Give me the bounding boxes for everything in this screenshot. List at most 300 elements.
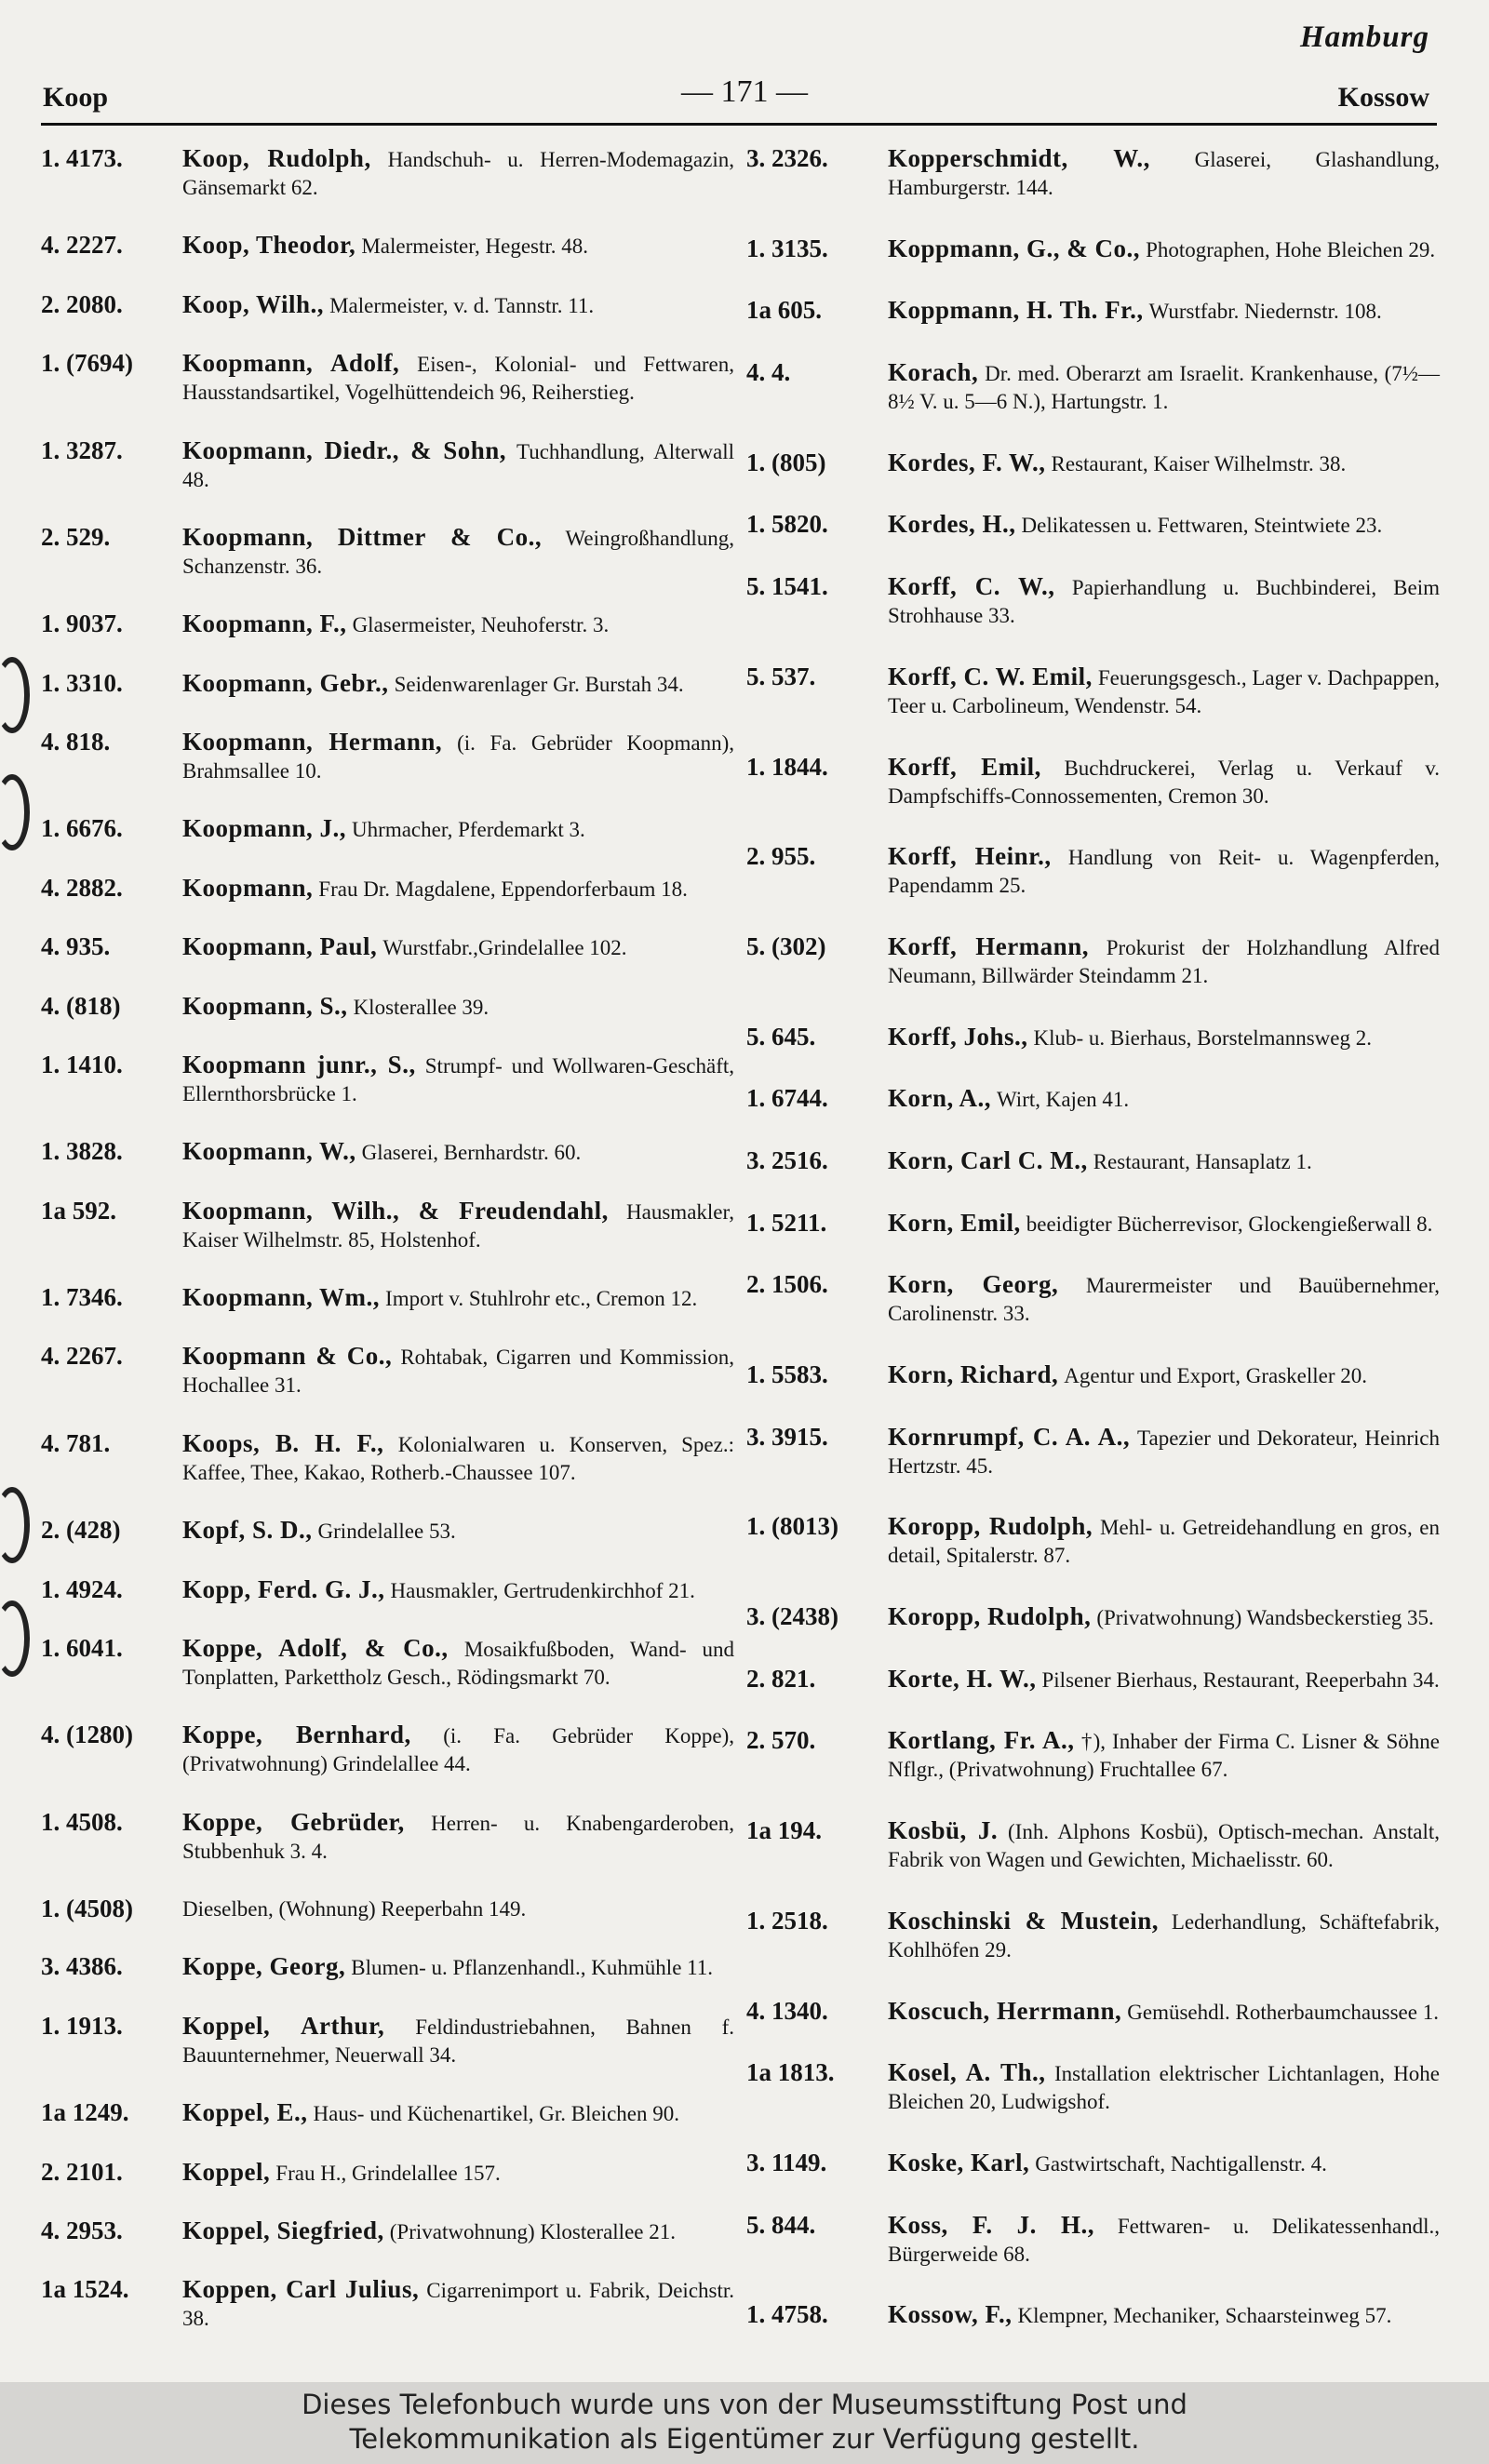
exchange-number: 1. 7346. [41, 1283, 123, 1311]
exchange-number: 1. 9037. [41, 609, 123, 638]
subscriber-name: Koschinski & Mustein, [888, 1906, 1159, 1935]
directory-entry [746, 1271, 1440, 1328]
subscriber-name: Koscuch, Herrmann, [888, 1996, 1122, 2025]
subscriber-details: Frau Dr. Magdalene, Eppendorferbaum 18. [318, 877, 688, 901]
subscriber-details: Hausmakler, Kaiser Wilhelmstr. 85, Holstenhof. [182, 1199, 734, 1252]
subscriber-name: Kornrumpf, C. A. A., [888, 1422, 1131, 1451]
directory-entry [41, 2276, 734, 2333]
exchange-number: 1. (7694) [41, 349, 133, 378]
entry-text [182, 1343, 734, 1399]
subscriber-name: Koopmann, Diedr., & Sohn, [182, 435, 507, 464]
exchange-number: 1. 4173. [41, 144, 123, 172]
entry-text [182, 670, 734, 699]
exchange-number: 3. 3915. [746, 1422, 828, 1451]
directory-entry [41, 1138, 734, 1167]
entry-text [182, 1051, 734, 1108]
subscriber-details: Gastwirtschaft, Nachtigallenstr. 4. [1035, 2151, 1327, 2176]
directory-entry [41, 1576, 734, 1605]
exchange-number: 2. 529. [41, 522, 111, 551]
exchange-number: 1. 6676. [41, 814, 123, 843]
subscriber-name: Koppe, Georg, [182, 1952, 346, 1981]
subscriber-details: Restaurant, Hansaplatz 1. [1093, 1149, 1312, 1173]
binding-ring-icon [0, 657, 30, 733]
exchange-number: 2. 955. [746, 842, 816, 871]
subscriber-details: Dr. med. Oberarzt am Israelit. Krankenhause, (7½—8½ V. u. 5—6 N.), Hartungstr. 1. [888, 362, 1441, 414]
entry-text [888, 297, 1440, 326]
exchange-number: 5. 844. [746, 2210, 816, 2239]
subscriber-details: Prokurist der Holzhandlung Alfred Neumann, Billwärder Steindamm 21. [888, 935, 1440, 987]
exchange-number: 1. 4924. [41, 1574, 123, 1603]
subscriber-details: Eisen-, Kolonial- und Fettwaren, Hausstandsartikel, Vogelhüttendeich 96, Reiherstieg. [182, 353, 735, 405]
subscriber-name: Koopmann, J., [182, 814, 347, 843]
directory-entry [41, 729, 734, 785]
exchange-number: 4. 2227. [41, 231, 123, 260]
subscriber-name: Kordes, H., [888, 510, 1016, 539]
directory-entry [746, 1603, 1440, 1632]
binding-ring-icon [0, 774, 30, 850]
entry-text [888, 511, 1440, 540]
directory-entry [746, 297, 1440, 326]
entry-text [182, 1953, 734, 1982]
exchange-number: 1. 1844. [746, 752, 828, 781]
entry-text [888, 1727, 1440, 1784]
directory-entry [41, 350, 734, 407]
directory-entry [746, 1210, 1440, 1239]
subscriber-name: Korach, [888, 358, 979, 387]
subscriber-name: Koopmann, Gebr., [182, 668, 389, 697]
subscriber-details: Gemüsehdl. Rotherbaumchaussee 1. [1127, 2000, 1439, 2024]
subscriber-name: Koopmann, S., [182, 991, 348, 1020]
subscriber-details: Feuerungsgesch., Lager v. Dachpappen, Teer u. Carbolineum, Wendenstr. 54. [888, 665, 1440, 717]
entry-text [182, 2013, 734, 2069]
subscriber-name: Kossow, F., [888, 2300, 1013, 2329]
header-left-word: Koop [43, 82, 109, 113]
subscriber-name: Koop, Wilh., [182, 289, 325, 318]
subscriber-name: Koops, B. H. F., [182, 1428, 384, 1457]
subscriber-details: Handlung von Reit- u. Wagenpferden, Papendamm 25. [888, 846, 1440, 898]
exchange-number: 4. 2953. [41, 2216, 123, 2244]
entry-text [888, 1666, 1440, 1694]
subscriber-name: Koopmann, Adolf, [182, 349, 400, 378]
subscriber-details: Hausmakler, Gertrudenkirchhof 21. [390, 1578, 695, 1602]
subscriber-details: Herren- u. Knabengarderoben, Stubbenhuk 3. 4. [182, 1811, 734, 1863]
entry-text [182, 350, 734, 407]
directory-entry [41, 1895, 734, 1923]
subscriber-details: Import v. Stuhlrohr etc., Cremon 12. [385, 1287, 698, 1310]
directory-entry [746, 1666, 1440, 1694]
directory-entry [746, 1085, 1440, 1114]
directory-entry [746, 843, 1440, 900]
subscriber-details: Malermeister, v. d. Tannstr. 11. [329, 293, 595, 317]
subscriber-name: Koopmann, F., [182, 609, 347, 638]
directory-entry [41, 524, 734, 581]
header-right-word: Kossow [1337, 82, 1429, 113]
entry-text [888, 1085, 1440, 1114]
subscriber-name: Koopmann, Hermann, [182, 728, 443, 756]
subscriber-name: Korff, Heinr., [888, 842, 1052, 871]
subscriber-details: Buchdruckerei, Verlag u. Verkauf v. Dampfschiffs-Connossementen, Cremon 30. [888, 756, 1440, 808]
subscriber-details: beeidigter Bücherrevisor, Glockengießerwall 8. [1026, 1212, 1433, 1236]
subscriber-details: Feldindustriebahnen, Bahnen f. Bauunternehmer, Neuerwall 34. [182, 2015, 735, 2067]
exchange-number: 1. 2518. [746, 1906, 828, 1935]
subscriber-name: Kopperschmidt, W., [888, 144, 1150, 172]
exchange-number: 2. 570. [746, 1726, 816, 1755]
exchange-number: 5. 645. [746, 1022, 816, 1051]
archive-notice-line-1: Dieses Telefonbuch wurde uns von der Museumsstiftung Post und [302, 2389, 1187, 2420]
directory-entry [41, 232, 734, 261]
directory-entry [746, 1147, 1440, 1176]
exchange-number: 3. 2326. [746, 144, 828, 172]
exchange-number: 1. 6744. [746, 1084, 828, 1113]
archive-notice [0, 2382, 1489, 2464]
subscriber-details: Wurstfabr.,Grindelallee 102. [382, 936, 627, 960]
exchange-number: 3. 4386. [41, 1952, 123, 1981]
exchange-number: 1a 1249. [41, 2098, 129, 2127]
subscriber-details: Mosaikfußboden, Wand- und Tonplatten, Parkettholz Gesch., Rödingsmarkt 70. [182, 1637, 735, 1689]
directory-entry [41, 875, 734, 904]
subscriber-name: Koppmann, H. Th. Fr., [888, 296, 1144, 325]
subscriber-name: Kopp, Ferd. G. J., [182, 1574, 385, 1603]
subscriber-name: Koopmann, Wilh., & Freudendahl, [182, 1196, 609, 1225]
exchange-number: 3. 2516. [746, 1145, 828, 1174]
directory-entry [746, 1513, 1440, 1570]
subscriber-details: Grindelallee 53. [317, 1520, 456, 1544]
subscriber-details: Uhrmacher, Pferdemarkt 3. [352, 818, 585, 842]
subscriber-name: Koppel, Arthur, [182, 2011, 385, 2040]
subscriber-name: Koopmann, Paul, [182, 932, 378, 961]
subscriber-details: Klempner, Mechaniker, Schaarsteinweg 57. [1017, 2304, 1392, 2328]
entry-text [888, 1210, 1440, 1239]
entry-text [182, 2099, 734, 2128]
entry-text [182, 2276, 734, 2333]
subscriber-name: Koropp, Rudolph, [888, 1512, 1093, 1541]
subscriber-details: Blumen- u. Pflanzenhandl., Kuhmühle 11. [351, 1956, 714, 1980]
directory-entry [746, 145, 1440, 202]
entry-text [182, 145, 734, 202]
subscriber-details: Installation elektrischer Lichtanlagen, Hohe Bleichen 20, Ludwigshof. [888, 2062, 1441, 2114]
entry-text [182, 437, 734, 494]
directory-entry [746, 2212, 1440, 2269]
entry-text [182, 993, 734, 1022]
exchange-number: 1. (8013) [746, 1512, 838, 1541]
subscriber-details: Handschuh- u. Herren-Modemagazin, Gänsemarkt 62. [182, 148, 734, 199]
entry-text [888, 2149, 1440, 2178]
subscriber-name: Korn, Carl C. M., [888, 1145, 1088, 1174]
subscriber-details: Agentur und Export, Graskeller 20. [1064, 1364, 1368, 1387]
entry-text [182, 2159, 734, 2188]
exchange-number: 1. 6041. [41, 1633, 123, 1662]
exchange-number: 1a 1813. [746, 2058, 835, 2087]
entry-text [182, 1809, 734, 1866]
directory-entry [746, 933, 1440, 990]
subscriber-name: Koppe, Gebrüder, [182, 1807, 405, 1836]
directory-entry [746, 1998, 1440, 2027]
exchange-number: 2. 2101. [41, 2157, 123, 2186]
subscriber-name: Koppel, E., [182, 2098, 308, 2127]
entry-text [888, 1424, 1440, 1480]
entry-text [888, 1817, 1440, 1874]
subscriber-details: Papierhandlung u. Buchbinderei, Beim Strohhause 33. [888, 576, 1441, 628]
subscriber-details: (Privatwohnung) Klosterallee 21. [389, 2219, 676, 2243]
directory-entry [41, 1284, 734, 1313]
directory-entry [746, 449, 1440, 478]
subscriber-details: Cigarrenimport u. Fabrik, Deichstr. 38. [182, 2279, 735, 2331]
subscriber-details: Fettwaren- u. Delikatessenhandl., Bürgerweide 68. [888, 2214, 1440, 2266]
subscriber-name: Korte, H. W., [888, 1664, 1037, 1693]
subscriber-details: Wurstfabr. Niedernstr. 108. [1148, 300, 1382, 324]
subscriber-details: Lederhandlung, Schäftefabrik, Kohlhöfen 29. [888, 1909, 1441, 1962]
exchange-number: 1a 1524. [41, 2275, 129, 2304]
exchange-number: 1. 4758. [746, 2300, 828, 2329]
subscriber-details: (i. Fa. Gebrüder Koopmann), Brahmsallee 10. [182, 731, 734, 783]
subscriber-name: Kordes, F. W., [888, 448, 1046, 476]
directory-entry [746, 754, 1440, 810]
subscriber-name: Koppe, Bernhard, [182, 1721, 411, 1749]
binding-ring-icon [0, 1600, 30, 1677]
subscriber-name: Koss, F. J. H., [888, 2210, 1095, 2239]
entry-text [182, 1517, 734, 1546]
exchange-number: 1a 194. [746, 1816, 822, 1845]
entry-text [182, 1576, 734, 1605]
exchange-number: 3. 1149. [746, 2148, 827, 2176]
entry-text [888, 1147, 1440, 1176]
exchange-number: 1. 3135. [746, 234, 828, 262]
exchange-number: 1. 5211. [746, 1208, 827, 1237]
directory-entry [41, 670, 734, 699]
subscriber-name: Koopmann, Dittmer & Co., [182, 522, 543, 551]
subscriber-details: Photographen, Hohe Bleichen 29. [1146, 237, 1436, 261]
entry-text [888, 573, 1440, 630]
exchange-number: 2. 821. [746, 1664, 816, 1693]
subscriber-details: Tapezier und Dekorateur, Heinrich Hertzstr. 45. [888, 1426, 1440, 1478]
directory-entry [41, 1051, 734, 1108]
exchange-number: 3. (2438) [746, 1602, 838, 1631]
directory-entry [41, 291, 734, 320]
subscriber-name: Korn, Emil, [888, 1208, 1021, 1237]
directory-entry [41, 1721, 734, 1778]
exchange-number: 1. 5583. [746, 1360, 828, 1388]
directory-entry [41, 1198, 734, 1254]
subscriber-details: Restaurant, Kaiser Wilhelmstr. 38. [1051, 451, 1347, 475]
directory-entry [746, 1817, 1440, 1874]
directory-entry [746, 1727, 1440, 1784]
city-heading: Hamburg [1299, 20, 1429, 54]
directory-entry [41, 437, 734, 494]
subscriber-details: Mehl- u. Getreidehandlung en gros, en detail, Spitalerstr. 87. [888, 1516, 1440, 1568]
directory-entry [41, 610, 734, 639]
entry-text [888, 2301, 1440, 2330]
subscriber-name: Koppe, Adolf, & Co., [182, 1633, 449, 1662]
subscriber-name: Koopmann junr., S., [182, 1050, 416, 1078]
subscriber-name: Kortlang, Fr. A., [888, 1726, 1075, 1755]
binding-ring-icon [0, 1487, 30, 1563]
subscriber-name: Korff, Hermann, [888, 931, 1089, 960]
exchange-number: 4. 2882. [41, 873, 123, 902]
directory-entry [41, 933, 734, 962]
subscriber-name: Koop, Theodor, [182, 231, 356, 260]
entry-text [888, 663, 1440, 720]
exchange-number: 5. 537. [746, 662, 816, 690]
right-column [746, 145, 1440, 2364]
entry-text [182, 729, 734, 785]
subscriber-name: Korn, Richard, [888, 1360, 1059, 1388]
subscriber-details: Delikatessen u. Fettwaren, Steintwiete 23. [1021, 514, 1383, 538]
entry-text [182, 1138, 734, 1167]
subscriber-name: Kopf, S. D., [182, 1516, 313, 1545]
exchange-number: 4. 4. [746, 358, 791, 387]
entry-text [182, 524, 734, 581]
entry-text [888, 449, 1440, 478]
directory-entry [746, 573, 1440, 630]
directory-entry [746, 663, 1440, 720]
entry-text [182, 291, 734, 320]
exchange-number: 2. 2080. [41, 289, 123, 318]
directory-entry [41, 2013, 734, 2069]
page-number: — 171 — [681, 74, 808, 109]
entry-text [888, 933, 1440, 990]
directory-entry [41, 815, 734, 844]
entry-text [888, 145, 1440, 202]
directory-entry [746, 1424, 1440, 1480]
subscriber-name: Kosel, A. Th., [888, 2058, 1046, 2087]
subscriber-name: Koopmann & Co., [182, 1342, 393, 1371]
directory-entry [41, 2159, 734, 2188]
subscriber-details: Maurermeister und Bauübernehmer, Carolinenstr. 33. [888, 1274, 1440, 1326]
subscriber-details: (Privatwohnung) Wandsbeckerstieg 35. [1096, 1606, 1434, 1630]
entry-text [182, 1198, 734, 1254]
entry-text [888, 359, 1440, 416]
entry-text [888, 754, 1440, 810]
subscriber-details: Pilsener Bierhaus, Restaurant, Reeperbahn 34. [1041, 1667, 1440, 1692]
subscriber-details: Strumpf- und Wollwaren-Geschäft, Ellernthorsbrücke 1. [182, 1053, 734, 1105]
exchange-number: 1a 592. [41, 1196, 116, 1225]
exchange-number: 2. (428) [41, 1516, 121, 1545]
directory-entry [746, 1024, 1440, 1052]
subscriber-details: (i. Fa. Gebrüder Koppe), (Privatwohnung) Grindelallee 44. [182, 1724, 734, 1776]
entry-text [888, 235, 1440, 264]
directory-entry [41, 1430, 734, 1487]
subscriber-details: Klosterallee 39. [353, 995, 490, 1019]
subscriber-name: Koppel, [182, 2157, 271, 2186]
exchange-number: 4. 935. [41, 932, 111, 961]
exchange-number: 5. 1541. [746, 572, 828, 601]
exchange-number: 4. 2267. [41, 1342, 123, 1371]
entry-text [182, 232, 734, 261]
subscriber-details: Malermeister, Hegestr. 48. [361, 234, 589, 259]
subscriber-name: Koopmann, Wm., [182, 1283, 381, 1311]
exchange-number: 1. 3287. [41, 435, 123, 464]
directory-entry [746, 359, 1440, 416]
exchange-number: 1a 605. [746, 296, 822, 325]
subscriber-details: Tuchhandlung, Alterwall 48. [182, 439, 734, 491]
exchange-number: 1. (4508) [41, 1895, 133, 1922]
subscriber-details: (Inh. Alphons Kosbü), Optisch-mechan. Anstalt, Fabrik von Wagen und Gewichten, Michaelisstr. 60. [888, 1820, 1440, 1872]
entry-text [888, 1024, 1440, 1052]
subscriber-details: Dieselben, (Wohnung) Reeperbahn 149. [182, 1897, 527, 1921]
subscriber-name: Korff, C. W. Emil, [888, 662, 1093, 690]
exchange-number: 2. 1506. [746, 1270, 828, 1299]
directory-entry [41, 1809, 734, 1866]
exchange-number: 1. 5820. [746, 510, 828, 539]
subscriber-name: Koppen, Carl Julius, [182, 2275, 420, 2304]
subscriber-name: Koopmann, [182, 873, 314, 902]
exchange-number: 4. 1340. [746, 1996, 828, 2025]
entry-text [888, 843, 1440, 900]
directory-entry [41, 145, 734, 202]
subscriber-details: Kolonialwaren u. Konserven, Spez.: Kaffee, Thee, Kakao, Rotherb.-Chaussee 107. [182, 1432, 734, 1484]
directory-entry [41, 993, 734, 1022]
subscriber-details: Glaserei, Glashandlung, Hamburgerstr. 144. [888, 148, 1441, 199]
entry-text [182, 1635, 734, 1692]
subscriber-name: Korff, C. W., [888, 572, 1055, 601]
entry-text [182, 2217, 734, 2246]
entry-text [182, 875, 734, 904]
subscriber-name: Korff, Johs., [888, 1022, 1028, 1051]
exchange-number: 1. 1913. [41, 2011, 123, 2040]
directory-entry [746, 2149, 1440, 2178]
directory-entry [746, 1908, 1440, 1964]
directory-entry [41, 1517, 734, 1546]
entry-text [888, 1603, 1440, 1632]
subscriber-name: Koppel, Siegfried, [182, 2216, 384, 2244]
subscriber-name: Koopmann, W., [182, 1137, 356, 1166]
entry-text [888, 1908, 1440, 1964]
entry-text [182, 1284, 734, 1313]
exchange-number: 4. (1280) [41, 1721, 133, 1749]
entry-text [182, 610, 734, 639]
left-column [41, 145, 734, 2364]
exchange-number: 1. 3828. [41, 1137, 123, 1166]
directory-entry [41, 1953, 734, 1982]
subscriber-details: Glaserei, Bernhardstr. 60. [361, 1141, 582, 1165]
subscriber-details: Wirt, Kajen 41. [997, 1088, 1130, 1112]
subscriber-name: Koropp, Rudolph, [888, 1602, 1092, 1631]
subscriber-details: Seidenwarenlager Gr. Burstah 34. [394, 672, 684, 696]
archive-notice-line-2: Telekommunikation als Eigentümer zur Verfügung gestellt. [349, 2423, 1140, 2455]
subscriber-details: †), Inhaber der Firma C. Lisner & Söhne Nflgr., (Privatwohnung) Fruchtallee 67. [888, 1730, 1440, 1782]
exchange-number: 1. 3310. [41, 668, 123, 697]
entry-text [888, 1361, 1440, 1390]
directory-entry [41, 2217, 734, 2246]
subscriber-name: Koop, Rudolph, [182, 144, 371, 172]
exchange-number: 4. (818) [41, 991, 121, 1020]
entry-text [888, 1271, 1440, 1328]
exchange-number: 1. (805) [746, 448, 826, 476]
entry-text [182, 933, 734, 962]
entry-text [888, 1998, 1440, 2027]
entry-text [182, 1895, 734, 1923]
subscriber-name: Koppmann, G., & Co., [888, 234, 1141, 262]
directory-entry [746, 511, 1440, 540]
exchange-number: 4. 781. [41, 1428, 111, 1457]
exchange-number: 1. 4508. [41, 1807, 123, 1836]
header-rule [41, 123, 1437, 126]
entry-text [182, 1430, 734, 1487]
exchange-number: 1. 1410. [41, 1050, 123, 1078]
directory-entry [746, 2301, 1440, 2330]
subscriber-name: Korff, Emil, [888, 752, 1041, 781]
subscriber-details: Weingroßhandlung, Schanzenstr. 36. [182, 526, 735, 578]
subscriber-details: Glasermeister, Neuhoferstr. 3. [352, 613, 610, 637]
entry-text [182, 1721, 734, 1778]
exchange-number: 4. 818. [41, 728, 111, 756]
directory-entry [41, 1635, 734, 1692]
subscriber-details: Haus- und Küchenartikel, Gr. Bleichen 90. [313, 2102, 679, 2126]
directory-entry [746, 2059, 1440, 2116]
subscriber-details: Klub- u. Bierhaus, Borstelmannsweg 2. [1033, 1025, 1372, 1050]
directory-entry [746, 235, 1440, 264]
subscriber-name: Korn, Georg, [888, 1270, 1059, 1299]
